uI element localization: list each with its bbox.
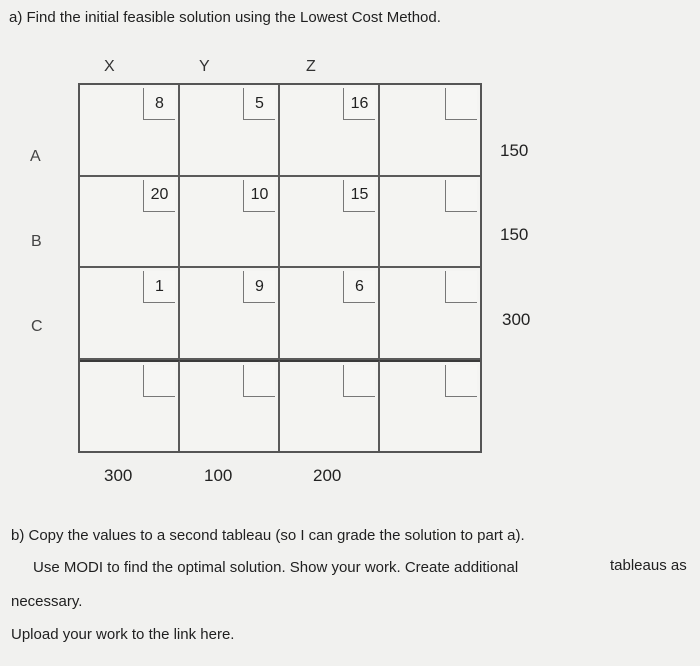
question-b-line2-tail: tableaus as [610,557,687,574]
cost-box: 9 [243,271,275,303]
question-a: a) Find the initial feasible solution using the Lowest Cost Method. [9,9,441,26]
cell-a-y[interactable] [180,85,280,177]
supply-b: 150 [500,225,529,244]
transportation-tableau [78,83,482,453]
cost-box [445,365,477,397]
question-b-line3: necessary. [11,593,83,610]
upload-instruction: Upload your work to the link here. [11,626,235,643]
cost-box: 15 [343,180,375,212]
cell-dummy-z[interactable] [280,360,380,452]
cost-box: 1 [143,271,175,303]
cell-b-x[interactable] [80,177,180,269]
demand-z: 200 [313,466,342,485]
cell-b-dummy[interactable] [380,177,480,269]
cost-box [143,365,175,397]
question-b-line2: Use MODI to find the optimal solution. Show your work. Create additional [33,559,519,576]
demand-x: 300 [104,466,133,485]
cost-box [343,365,375,397]
question-b-line1: b) Copy the values to a second tableau (so I can grade the solution to part a). [11,527,525,544]
supply-c: 300 [502,310,531,329]
cell-c-z[interactable] [280,268,380,360]
cell-b-z[interactable] [280,177,380,269]
cell-dummy-dummy[interactable] [380,360,480,452]
cell-a-dummy[interactable] [380,85,480,177]
cost-box: 10 [243,180,275,212]
cost-box [243,365,275,397]
row-header-c: C [31,318,43,335]
cell-c-dummy[interactable] [380,268,480,360]
column-header-x: X [104,58,115,75]
cell-a-z[interactable] [280,85,380,177]
row-header-a: A [30,148,41,165]
column-header-z: Z [306,58,316,75]
demand-y: 100 [204,466,233,485]
cost-box [445,180,477,212]
cost-box: 8 [143,88,175,120]
cell-a-x[interactable] [80,85,180,177]
cell-c-x[interactable] [80,268,180,360]
cost-box: 16 [343,88,375,120]
cell-dummy-y[interactable] [180,360,280,452]
cell-b-y[interactable] [180,177,280,269]
cost-box [445,88,477,120]
cell-c-y[interactable] [180,268,280,360]
column-header-y: Y [199,58,210,75]
cost-box: 20 [143,180,175,212]
supply-a: 150 [500,141,529,160]
cost-box: 5 [243,88,275,120]
cell-dummy-x[interactable] [80,360,180,452]
cost-box [445,271,477,303]
cost-box: 6 [343,271,375,303]
row-header-b: B [31,233,42,250]
